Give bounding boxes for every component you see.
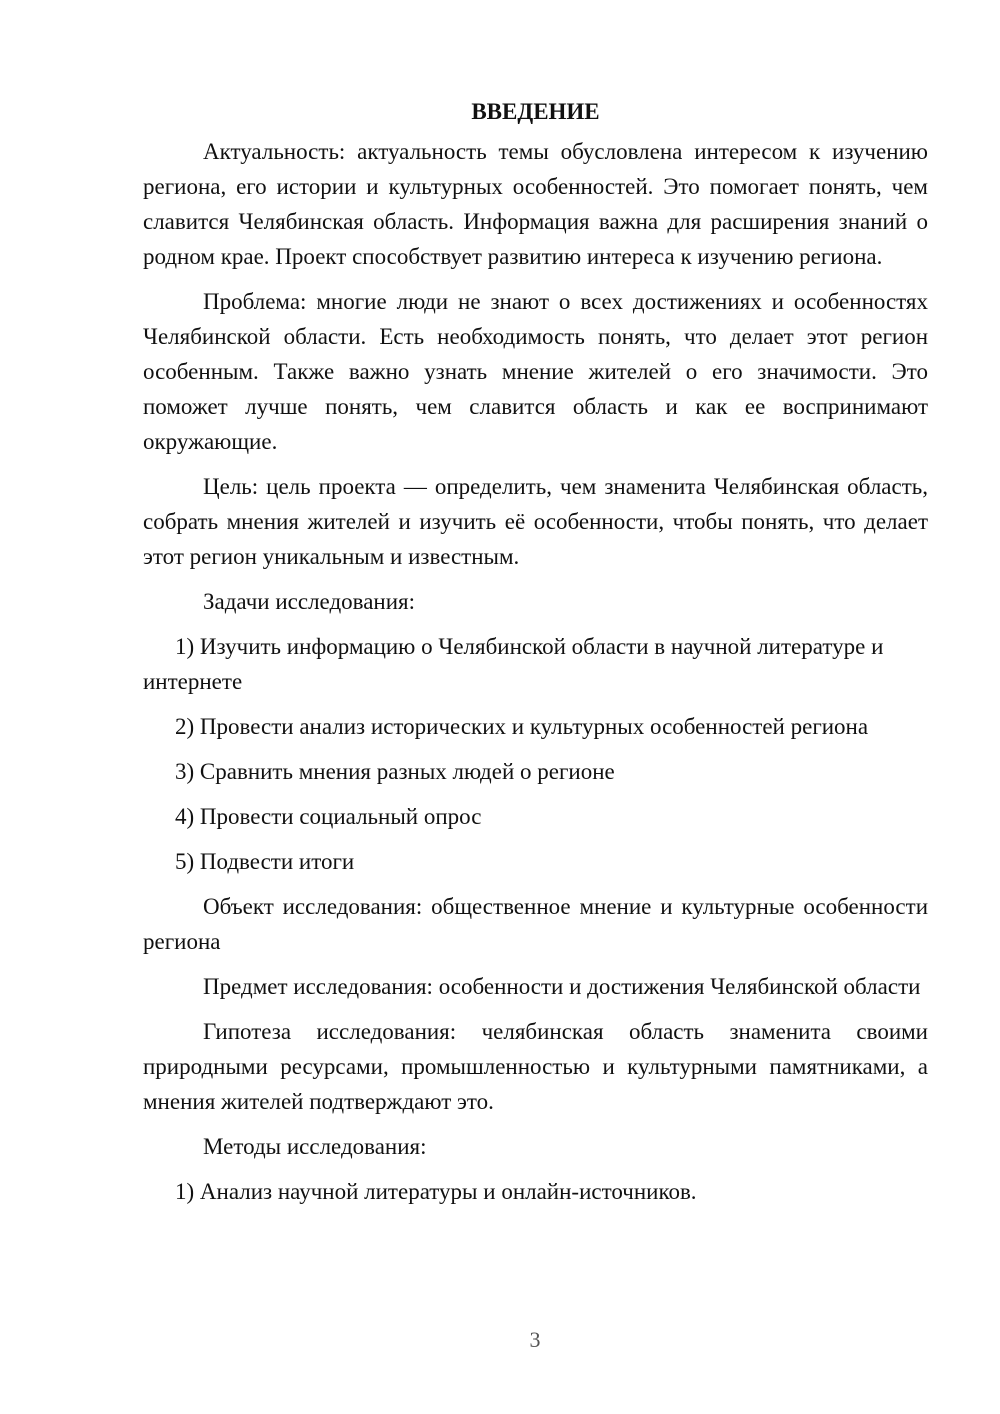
task-item: 5) Подвести итоги: [175, 849, 355, 874]
tasks-heading: Задачи исследования:: [203, 589, 416, 614]
task-item: 1) Изучить информацию о Челябинской области в научной литературе и интернете: [143, 634, 884, 694]
section-title: ВВЕДЕНИЕ: [471, 99, 600, 124]
method-item: 1) Анализ научной литературы и онлайн-источников.: [175, 1179, 697, 1204]
methods-heading: Методы исследования:: [203, 1134, 427, 1159]
subject-paragraph: Предмет исследования: особенности и достижения Челябинской области: [203, 974, 921, 999]
object-paragraph: Объект исследования: общественное мнение и культурные особенности региона: [143, 894, 928, 954]
problem-paragraph: Проблема: многие люди не знают о всех достижениях и особенностях Челябинской области. Есть необходимость понять, что делает этот регион особенным. Также важно узнать мнение жителей о его значимости. Это поможет лучше понять, чем славится область и как ее воспринимают окружающие.: [143, 289, 928, 454]
task-item: 4) Провести социальный опрос: [175, 804, 482, 829]
page-number: 3: [529, 1327, 541, 1352]
goal-paragraph: Цель: цель проекта — определить, чем знаменита Челябинская область, собрать мнения жителей и изучить её особенности, чтобы понять, что делает этот регион уникальным и известным.: [143, 474, 928, 569]
task-item: 3) Сравнить мнения разных людей о регионе: [175, 759, 615, 784]
hypothesis-paragraph: Гипотеза исследования: челябинская область знаменита своими природными ресурсами, промышленностью и культурными памятниками, а мнения жителей подтверждают это.: [143, 1019, 928, 1114]
task-item: 2) Провести анализ исторических и культурных особенностей региона: [175, 714, 869, 739]
relevance-paragraph: Актуальность: актуальность темы обусловлена интересом к изучению региона, его истории и культурных особенностей. Это помогает понять, чем славится Челябинская область. Информация важна для расширения знаний о родном крае. Проект способствует развитию интереса к изучению региона.: [143, 139, 928, 269]
page-content: [143, 94, 928, 1219]
